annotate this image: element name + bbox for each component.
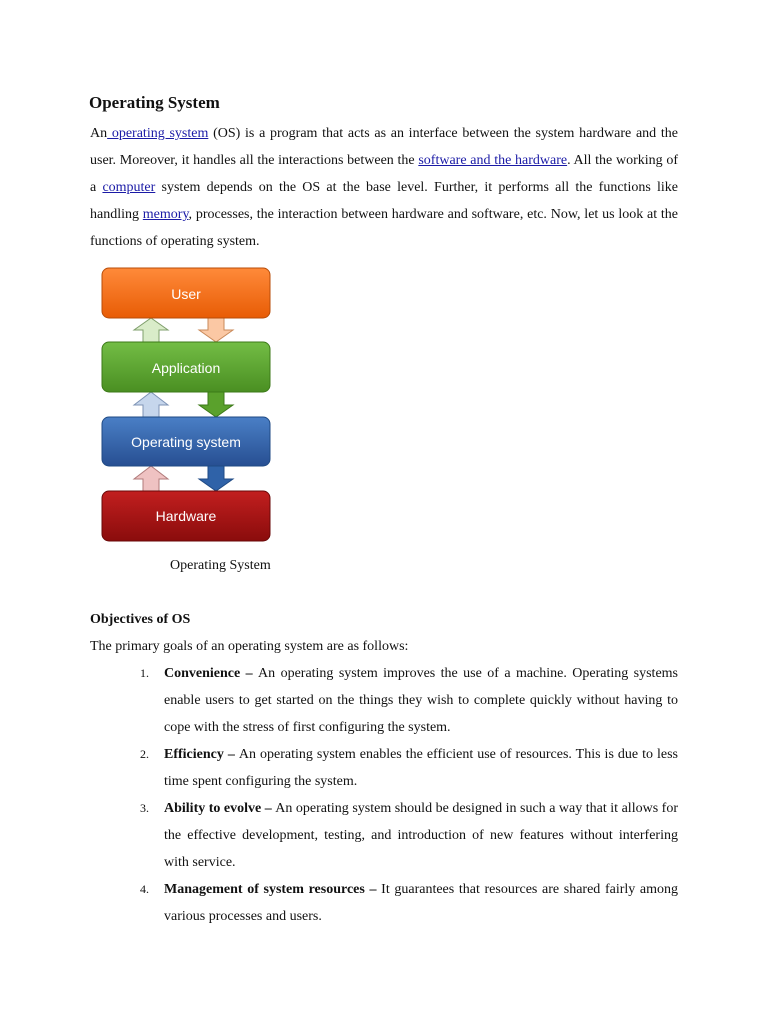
memory-link[interactable]: memory bbox=[142, 207, 189, 222]
intro-paragraph bbox=[90, 120, 678, 255]
objective-text: It guarantees that resources are shared fairly among various processes and users. bbox=[164, 882, 679, 924]
list-number: 4. bbox=[140, 882, 149, 896]
objective-term: Ability to evolve bbox=[164, 801, 262, 816]
intro-text-1: An bbox=[90, 126, 108, 141]
objective-term: Management of system resources bbox=[164, 882, 365, 897]
list-item: 4. Management of system resources – It guarantees that resources are shared fairly among various processes and users. bbox=[90, 876, 678, 930]
list-number: 1. bbox=[140, 666, 149, 680]
list-item: 3. Ability to evolve – An operating system should be designed in such a way that it allows for the effective development, testing, and introduction of new features without interfering with service. bbox=[90, 795, 678, 876]
list-item: 2. Efficiency – An operating system enables the efficient use of resources. This is due to less time spent configuring the system. bbox=[90, 741, 678, 795]
application-layer-label: Application bbox=[151, 360, 221, 376]
intro-text-4: system depends on the OS at the base level. Further, it performs all the functions like handling bbox=[90, 180, 678, 222]
list-number: 2. bbox=[140, 747, 149, 761]
objective-term: Efficiency bbox=[164, 747, 224, 762]
goals-intro: The primary goals of an operating system are as follows: bbox=[90, 639, 409, 654]
arrow-up-hardware-os bbox=[134, 466, 168, 491]
operating-system-layer-label: Operating system bbox=[131, 434, 241, 450]
arrow-up-os-application bbox=[134, 392, 168, 417]
objective-term: Convenience bbox=[164, 666, 241, 681]
objectives-heading: Objectives of OS bbox=[90, 612, 191, 627]
objective-text: An operating system should be designed in such a way that it allows for the effective development, testing, and introduction of new features without interfering with service. bbox=[164, 801, 678, 870]
arrow-down-os-hardware bbox=[199, 466, 233, 491]
intro-text-3: . All the working of a bbox=[90, 153, 679, 195]
list-number: 3. bbox=[140, 801, 149, 815]
user-layer-label: User bbox=[171, 286, 201, 302]
hardware-layer-label: Hardware bbox=[155, 508, 217, 524]
arrow-down-application-os bbox=[199, 392, 233, 417]
diagram-caption: Operating System bbox=[170, 558, 271, 573]
operating-system-link[interactable]: operating system bbox=[107, 126, 209, 141]
list-item: 1. Convenience – An operating system improves the use of a machine. Operating systems enable users to get started on the things they wish to complete quickly without having to cope with the stress of first configuring the system. bbox=[90, 660, 678, 741]
software-hardware-link[interactable]: software and the hardware bbox=[418, 153, 568, 168]
objective-text: An operating system enables the efficient use of resources. This is due to less time spent configuring the system. bbox=[164, 747, 679, 789]
intro-text-2: (OS) is a program that acts as an interface between the system hardware and the user. Moreover, it handles all the interactions between the bbox=[90, 126, 679, 168]
intro-text-5: , processes, the interaction between hardware and software, etc. Now, let us look at the functions of operating system. bbox=[90, 207, 678, 249]
objective-text: An operating system improves the use of a machine. Operating systems enable users to get started on the things they wish to complete quickly without having to cope with the stress of first configuring the system. bbox=[164, 666, 679, 735]
os-layer-diagram bbox=[96, 262, 281, 548]
objectives-list bbox=[90, 660, 678, 930]
computer-link[interactable]: computer bbox=[102, 180, 156, 195]
page-title: Operating System bbox=[89, 93, 220, 112]
arrow-down-user-application bbox=[199, 318, 233, 342]
arrow-up-application-user bbox=[134, 318, 168, 342]
